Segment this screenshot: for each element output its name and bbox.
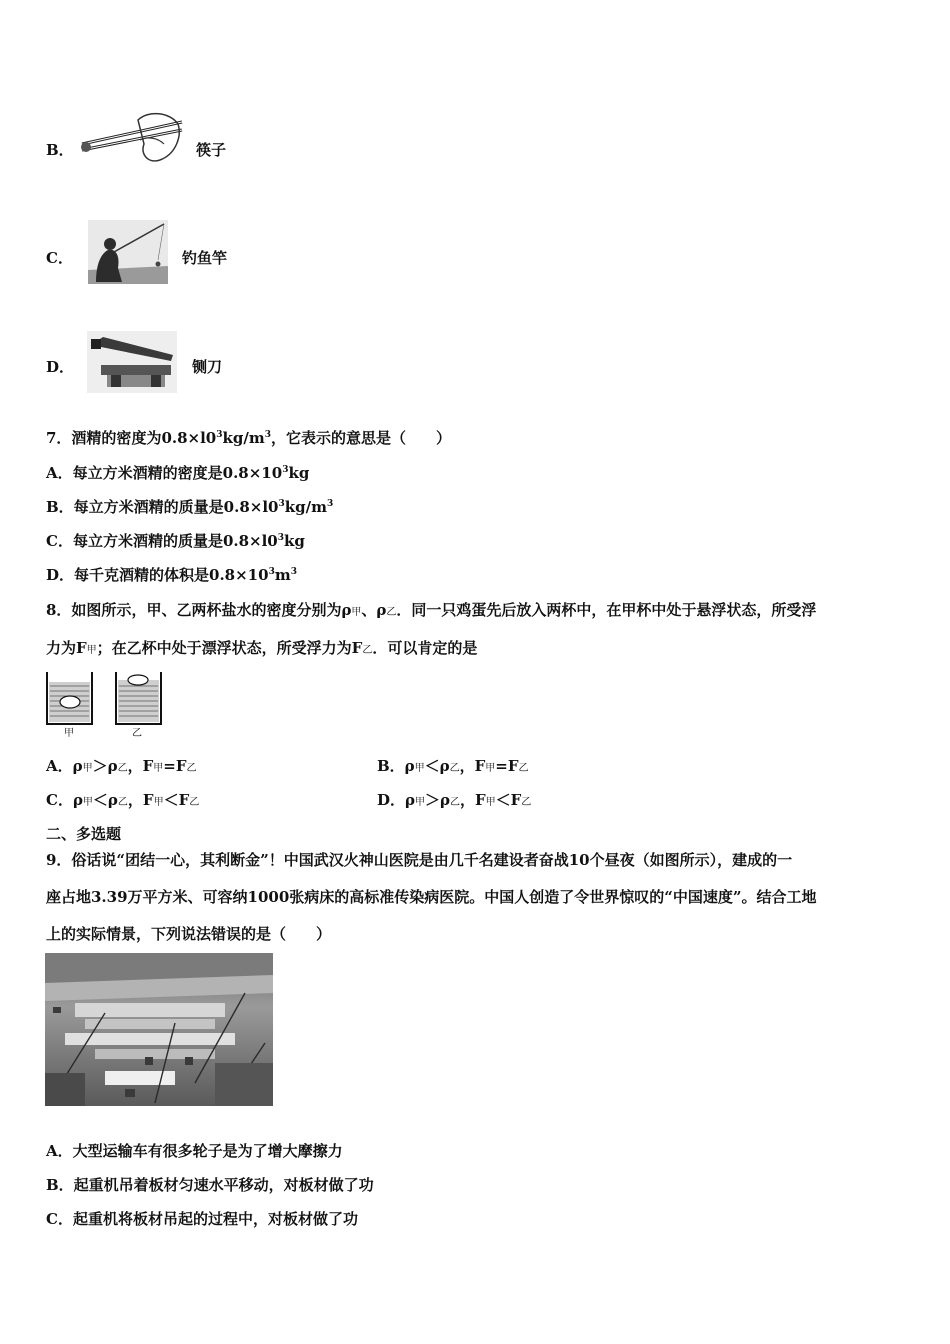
guillotine-cutter-image bbox=[87, 331, 177, 393]
q6-option-b-label[interactable]: B． bbox=[46, 141, 74, 159]
q6-option-c-label[interactable]: C． bbox=[46, 249, 73, 267]
q9-option-c[interactable]: C．起重机将板材吊起的过程中，对板材做了功 bbox=[46, 1210, 358, 1228]
q8-stem-line1: 8．如图所示，甲、乙两杯盐水的密度分别为ρ甲、ρ乙．同一只鸡蛋先后放入两杯中，在甲杯中处于悬浮状态，所受浮 bbox=[46, 601, 817, 619]
beakers-figure bbox=[44, 668, 169, 740]
q8-stem-line2: 力为F甲；在乙杯中处于漂浮状态，所受浮力为F乙．可以肯定的是 bbox=[46, 639, 478, 657]
q7-stem: 7．酒精的密度为$0.8\times l0^3kg/m^3$，它表示的意思是（ ） bbox=[46, 429, 452, 447]
q9-option-a[interactable]: A．大型运输车有很多轮子是为了增大摩擦力 bbox=[46, 1142, 343, 1160]
beaker-yi bbox=[116, 672, 161, 724]
q9-option-b[interactable]: B．起重机吊着板材匀速水平移动，对板材做了功 bbox=[46, 1176, 374, 1194]
q9-stem-line3: 上的实际情景，下列说法错误的是（ ） bbox=[46, 925, 332, 943]
q8-option-b[interactable]: B．ρ甲＜ρ乙，F甲=F乙 bbox=[377, 757, 529, 775]
q6-option-b-caption: 筷子 bbox=[196, 141, 227, 159]
q9-stem-line1: 9．俗话说“团结一心，其利断金”！中国武汉火神山医院是由几千名建设者奋战10个昼夜（如图所示），建成的一 bbox=[46, 851, 793, 869]
q6-option-d-label[interactable]: D． bbox=[46, 358, 75, 376]
chopsticks-image bbox=[78, 110, 188, 165]
q8-option-d[interactable]: D．ρ甲＞ρ乙，F甲＜F乙 bbox=[377, 791, 532, 809]
q8-option-a[interactable]: A．ρ甲＞ρ乙，F甲=F乙 bbox=[46, 757, 197, 775]
section-title-multiple-choice: 二、多选题 bbox=[46, 825, 122, 843]
beaker-jia-label: 甲 bbox=[64, 728, 74, 739]
q7-option-d[interactable]: D．每千克酒精的体积是$0.8\times 10^3m^3$ bbox=[46, 566, 297, 584]
beaker-yi-label: 乙 bbox=[132, 728, 142, 739]
q7-option-a[interactable]: A．每立方米酒精的密度是$0.8\times 10^3kg$ bbox=[46, 464, 310, 482]
fishing-rod-image bbox=[88, 220, 168, 284]
q9-stem-line2: 座占地3.39万平方米、可容纳1000张病床的高标准传染病医院。中国人创造了令世界惊叹的“中国速度”。结合工地 bbox=[46, 888, 817, 906]
q7-option-c[interactable]: C．每立方米酒精的质量是$0.8\times l0^3kg$ bbox=[46, 532, 305, 550]
q8-option-c[interactable]: C．ρ甲＜ρ乙，F甲＜F乙 bbox=[46, 791, 200, 809]
beaker-jia bbox=[47, 672, 92, 724]
q6-option-d-caption: 铡刀 bbox=[192, 358, 223, 376]
construction-site-photo bbox=[45, 953, 273, 1106]
q6-option-c-caption: 钓鱼竿 bbox=[182, 249, 228, 267]
q7-option-b[interactable]: B．每立方米酒精的质量是$0.8\times l0^3kg/m^3$ bbox=[46, 498, 334, 516]
